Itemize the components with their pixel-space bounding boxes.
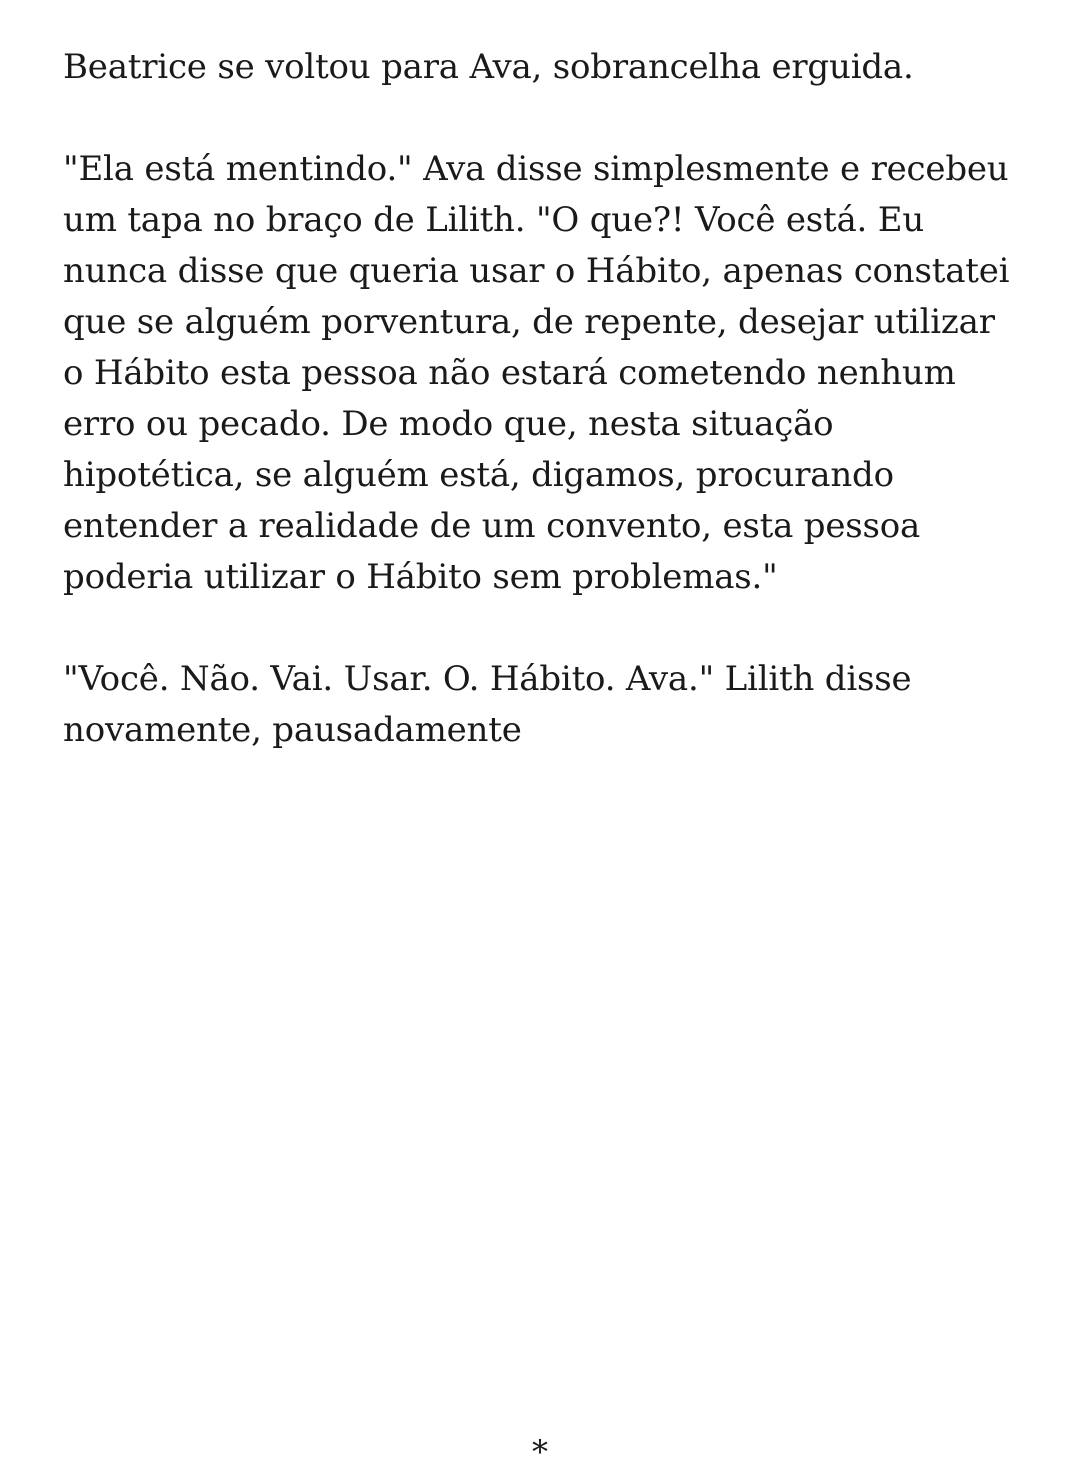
paragraph-1: Beatrice se voltou para Ava, sobrancelha erguida. [63,47,914,87]
scene-break-asterisk: * [532,1433,548,1471]
text-column [63,42,1023,807]
paragraph-2: "Ela está mentindo." Ava disse simplesmente e recebeu um tapa no braço de Lilith. "O que?! Você está. Eu nunca disse que queria usar o Hábito, apenas constatei que se alguém porventura, de repente, desejar utilizar o Hábito esta pessoa não estará cometendo nenhum erro ou pecado. De modo que, nesta situação hipotética, se alguém está, digamos, procurando entender a realidade de um convento, esta pessoa poderia utilizar o Hábito sem problemas." [63,149,1010,597]
paragraph-3: "Você. Não. Vai. Usar. O. Hábito. Ava." Lilith disse novamente, pausadamente [63,659,912,750]
